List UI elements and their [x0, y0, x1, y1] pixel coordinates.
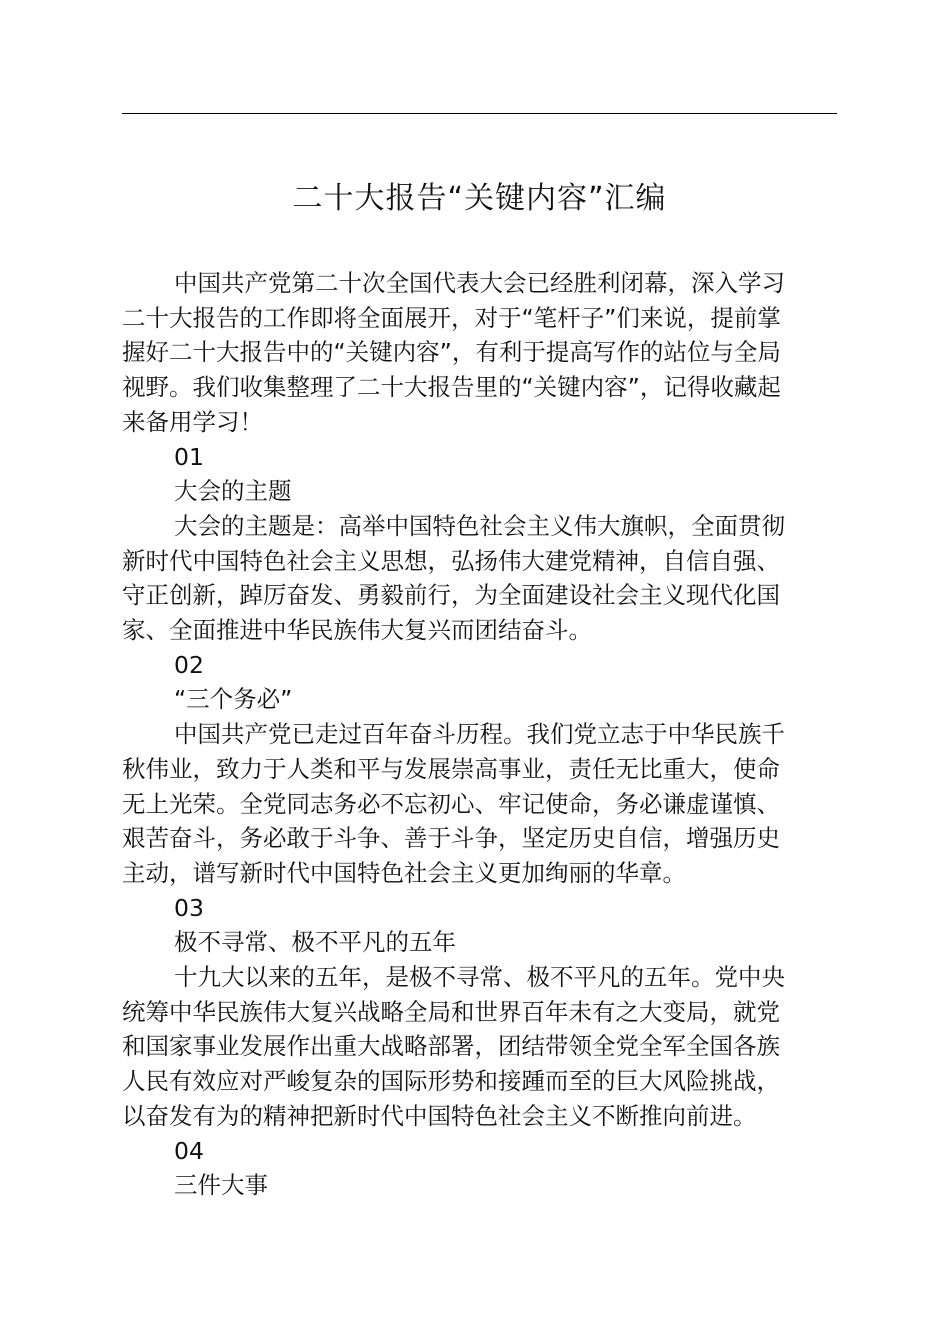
paragraph-line: 视野。我们收集整理了二十大报告里的“关键内容”，记得收藏起: [122, 373, 781, 402]
header-rule: [122, 113, 837, 114]
paragraph-line: 人民有效应对严峻复杂的国际形势和接踵而至的巨大风险挑战，: [122, 1067, 780, 1096]
paragraph-line: 大会的主题是：高举中国特色社会主义伟大旗帜，全面贯彻: [174, 511, 785, 540]
paragraph-line: 以奋发有为的精神把新时代中国特色社会主义不断推向前进。: [122, 1101, 757, 1130]
paragraph-line: 二十大报告的工作即将全面展开，对于“笔杆子”们来说，提前掌: [122, 303, 781, 332]
paragraph-line: 守正创新，踔厉奋发、勇毅前行，为全面建设社会主义现代化国: [122, 581, 780, 610]
section-number: 02: [174, 650, 204, 679]
paragraph-line: 艰苦奋斗，务必敢于斗争、善于斗争，坚定历史自信，增强历史: [122, 824, 780, 853]
paragraph-line: 中国共产党已走过百年奋斗历程。我们党立志于中华民族千: [174, 720, 785, 749]
section-paragraph: [122, 717, 837, 891]
paragraph-line: 来备用学习！: [122, 407, 263, 436]
section-number: 01: [174, 442, 204, 471]
document-title: 二十大报告“关键内容”汇编: [292, 181, 667, 216]
section-heading: “三个务必”: [174, 685, 293, 714]
section-number: 04: [174, 1136, 204, 1165]
paragraph-line: 主动，谱写新时代中国特色社会主义更加绚丽的华章。: [122, 858, 686, 887]
paragraph-line: 十九大以来的五年，是极不寻常、极不平凡的五年。党中央: [174, 963, 785, 992]
section-heading: 三件大事: [174, 1171, 268, 1200]
document-body: [122, 266, 837, 1203]
section-heading: 极不寻常、极不平凡的五年: [174, 928, 456, 957]
paragraph-line: 握好二十大报告中的“关键内容”，有利于提高写作的站位与全局: [122, 338, 781, 367]
paragraph-line: 无上光荣。全党同志务必不忘初心、牢记使命，务必谦虚谨慎、: [122, 789, 780, 818]
paragraph-line: 家、全面推进中华民族伟大复兴而团结奋斗。: [122, 616, 592, 645]
paragraph-line: 秋伟业，致力于人类和平与发展崇高事业，责任无比重大，使命: [122, 754, 780, 783]
paragraph-line: 中国共产党第二十次全国代表大会已经胜利闭幕，深入学习: [174, 269, 785, 297]
section-paragraph: [122, 960, 837, 1134]
section-number: 03: [174, 893, 204, 922]
paragraph-line: 和国家事业发展作出重大战略部署，团结带领全党全军全国各族: [122, 1032, 780, 1061]
section-paragraph: [122, 509, 837, 648]
paragraph-line: 统筹中华民族伟大复兴战略全局和世界百年未有之大变局，就党: [122, 997, 780, 1026]
paragraph-line: 新时代中国特色社会主义思想，弘扬伟大建党精神，自信自强、: [122, 546, 780, 575]
section-heading: 大会的主题: [174, 477, 292, 506]
intro-paragraph: [122, 266, 837, 440]
